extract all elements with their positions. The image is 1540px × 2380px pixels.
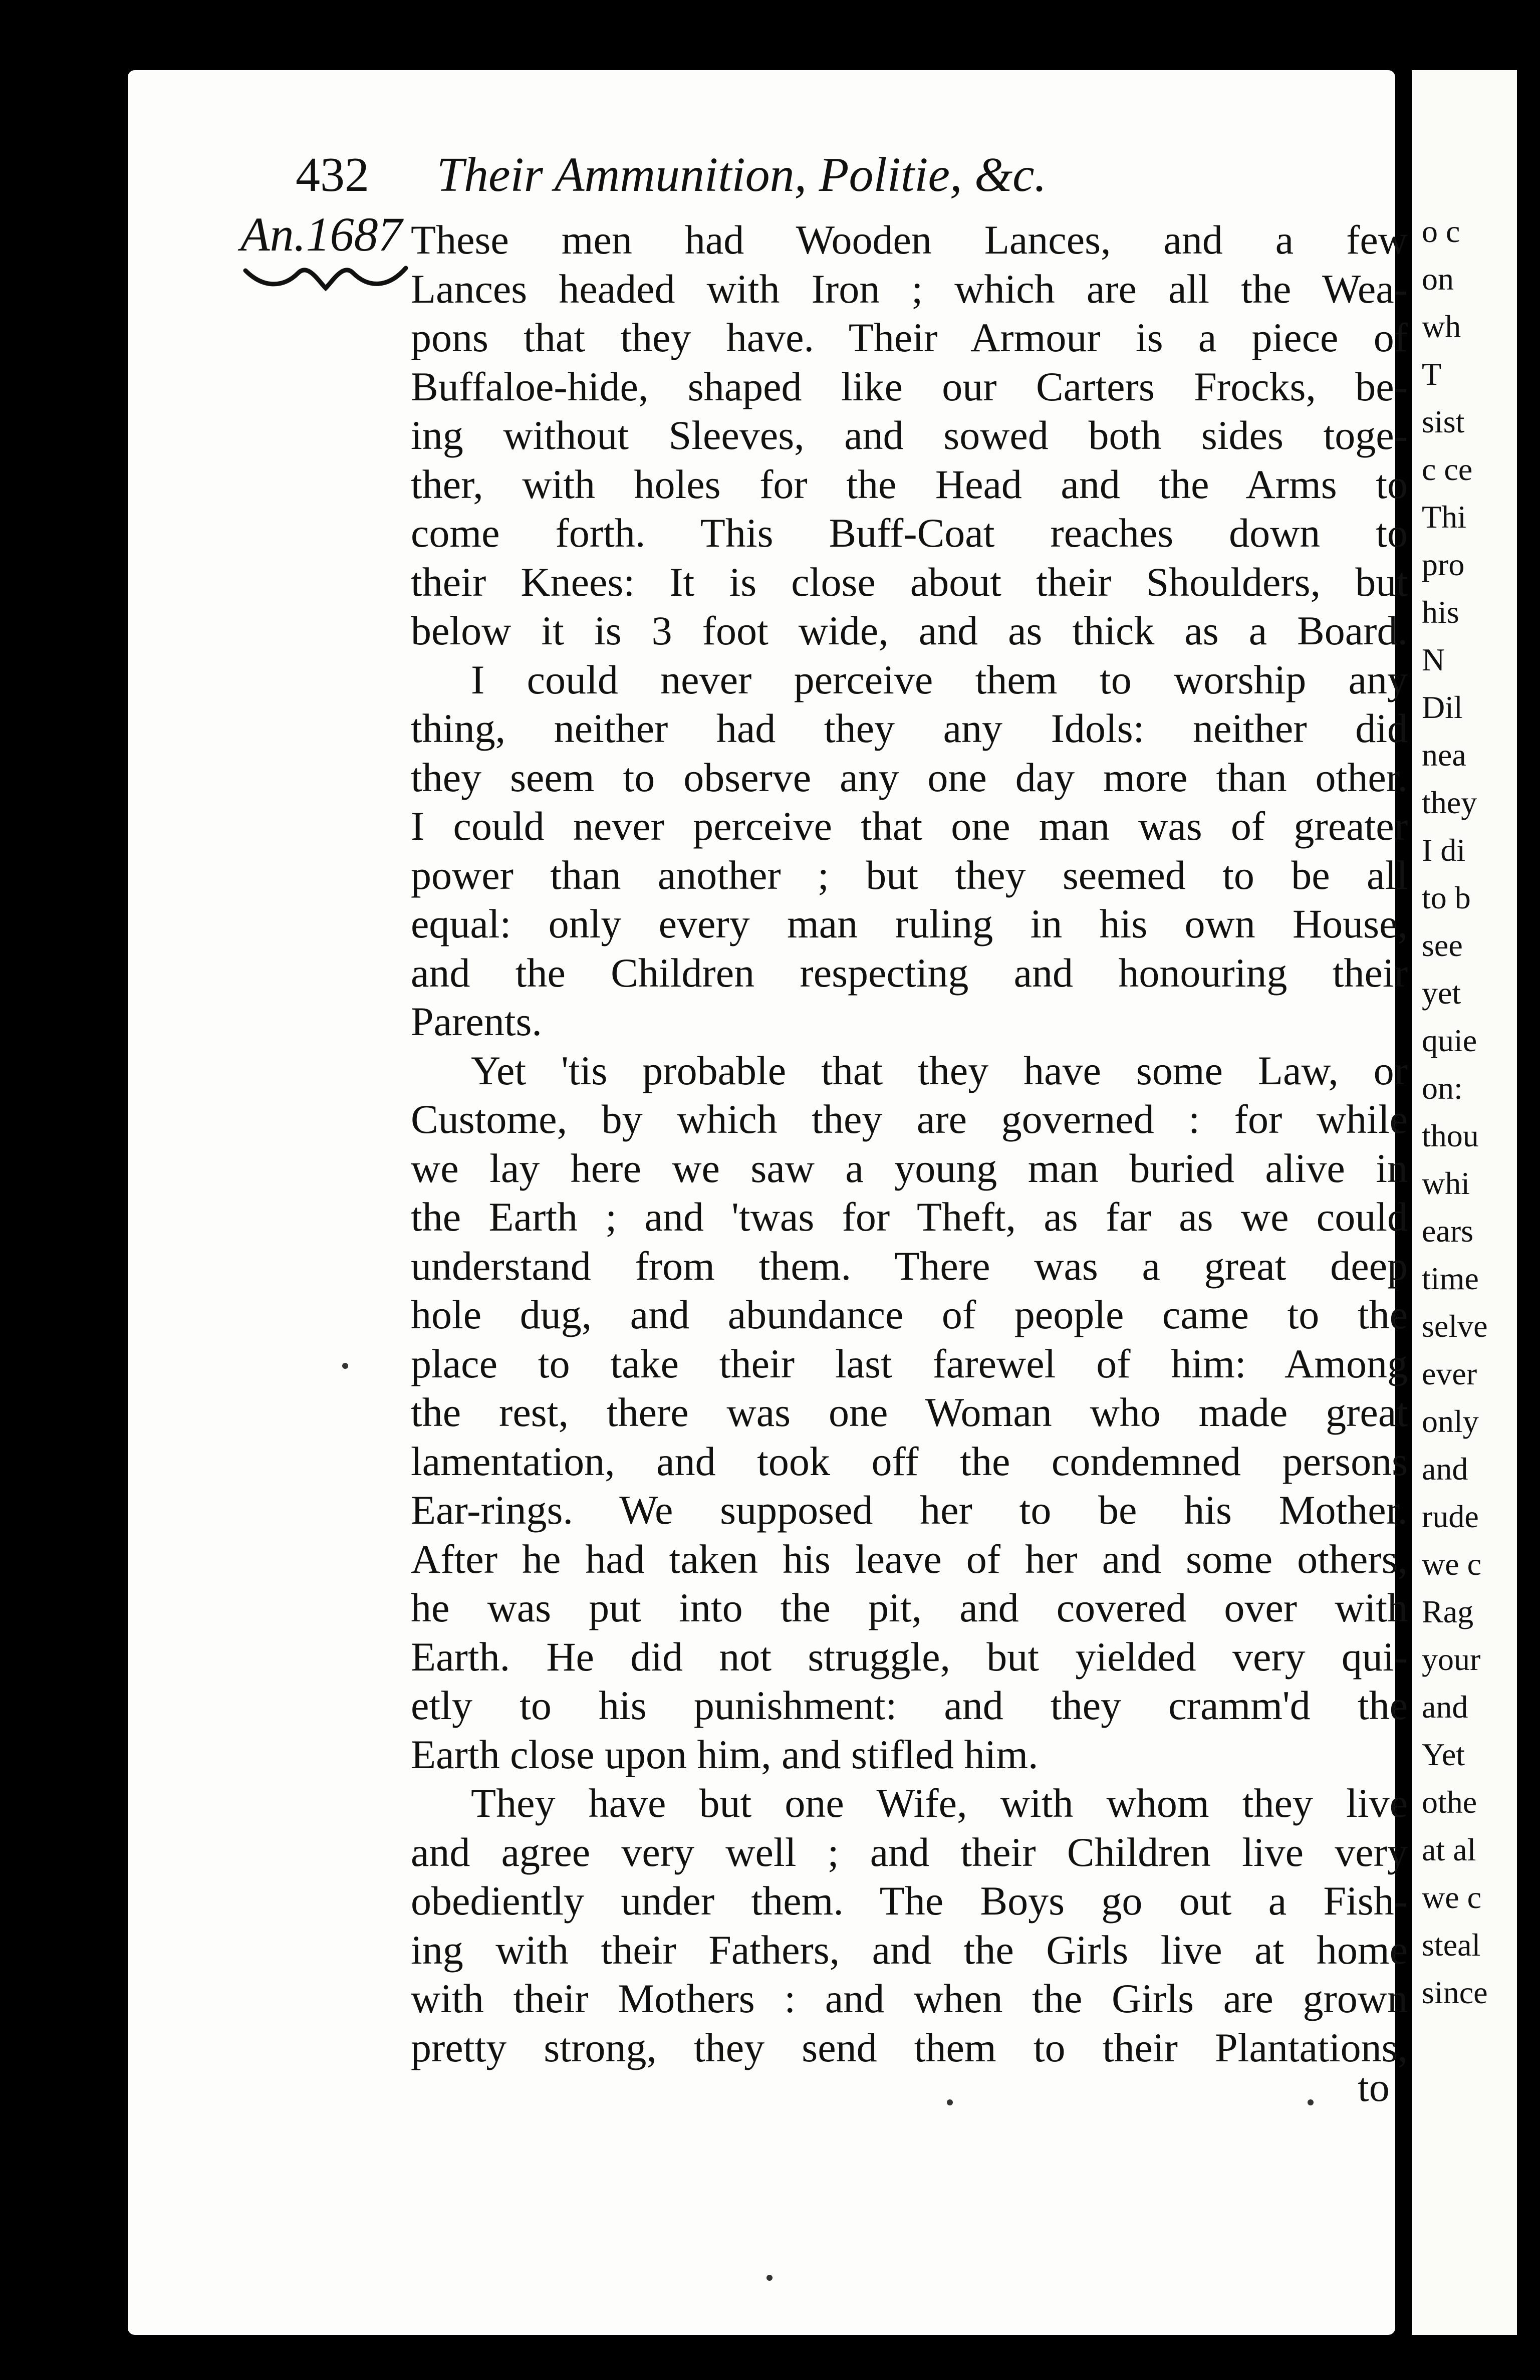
edge-fragment: see: [1422, 927, 1463, 963]
text-line: They have but one Wife, with whom they live: [471, 1780, 1408, 1826]
edge-fragment: N: [1422, 642, 1445, 677]
edge-fragment: on: [1422, 261, 1454, 297]
edge-fragment: at al: [1422, 1832, 1476, 1867]
text-line: I could never perceive them to worship any: [471, 656, 1408, 702]
body-text: [411, 215, 1408, 2072]
text-line: equal: only every man ruling in his own House,: [411, 901, 1408, 946]
text-line: I could never perceive that one man was of greater: [411, 803, 1408, 849]
edge-fragment: only: [1422, 1403, 1479, 1439]
edge-fragment: selve: [1422, 1308, 1488, 1344]
edge-fragment: ears: [1422, 1213, 1474, 1249]
edge-fragment: Thi: [1422, 499, 1466, 535]
text-line: come forth. This Buff-Coat reaches down to: [411, 510, 1408, 556]
text-line: Ear-rings. We supposed her to be his Mother.: [411, 1487, 1408, 1533]
text-line: pons that they have. Their Armour is a piece of: [411, 315, 1408, 360]
edge-fragment: on:: [1422, 1070, 1463, 1106]
edge-fragment: othe: [1422, 1784, 1477, 1820]
text-line: below it is 3 foot wide, and as thick as a Board.: [411, 608, 1408, 653]
edge-fragment: we c: [1422, 1879, 1482, 1915]
paper-speck: [766, 2275, 773, 2281]
text-line: Earth close upon him, and stifled him.: [411, 1731, 1039, 1777]
text-line: and the Children respecting and honouring their: [411, 949, 1408, 996]
edge-fragment: nea: [1422, 737, 1466, 773]
text-line: ing without Sleeves, and sowed both sides toge-: [411, 412, 1408, 458]
text-line: power than another ; but they seemed to be all: [411, 852, 1408, 898]
edge-fragment: c ce: [1422, 451, 1473, 487]
edge-fragment: and: [1422, 1689, 1468, 1725]
edge-fragment: T: [1422, 356, 1442, 392]
edge-fragment: Rag: [1422, 1594, 1474, 1629]
edge-fragment: o c: [1422, 213, 1460, 249]
edge-fragment: his: [1422, 594, 1459, 630]
adjacent-page-edge: [1403, 70, 1517, 2335]
text-line: the Earth ; and 'twas for Theft, as far as we could: [411, 1194, 1408, 1240]
edge-fragment: since: [1422, 1975, 1488, 2010]
edge-fragment: they: [1422, 785, 1477, 820]
text-line: thing, neither had they any Idols: neither did: [411, 705, 1408, 751]
edge-fragment: sist: [1422, 404, 1465, 439]
edge-fragment: yet: [1422, 975, 1461, 1011]
edge-fragment: whi: [1422, 1165, 1470, 1201]
edge-fragment: Yet: [1422, 1737, 1465, 1772]
text-line: ing with their Fathers, and the Girls live at home: [411, 1927, 1408, 1973]
text-line: After he had taken his leave of her and some others,: [411, 1536, 1408, 1582]
text-line: These men had Wooden Lances, and a few: [411, 217, 1408, 263]
paper-speck: [1308, 2099, 1314, 2105]
text-line: and agree very well ; and their Children live very: [411, 1829, 1408, 1875]
text-line: Buffaloe-hide, shaped like our Carters Frocks, be-: [411, 363, 1408, 409]
edge-fragment: quie: [1422, 1023, 1477, 1058]
edge-fragment: ever: [1422, 1356, 1477, 1391]
edge-fragment: rude: [1422, 1499, 1479, 1534]
text-line: Earth. He did not struggle, but yielded very qui-: [411, 1633, 1408, 1680]
text-line: lamentation, and took off the condemned persons: [411, 1438, 1408, 1484]
text-line: Yet 'tis probable that they have some Law, or: [471, 1047, 1408, 1093]
edge-fragment: I di: [1422, 832, 1466, 868]
edge-fragment: to b: [1422, 880, 1471, 915]
edge-fragment: steal: [1422, 1927, 1481, 1963]
text-line: pretty strong, they send them to their Plantations,: [411, 2024, 1408, 2070]
text-line: Custome, by which they are governed : for while: [411, 1096, 1408, 1142]
margin-flourish-ornament: [243, 261, 408, 296]
text-line: he was put into the pit, and covered over with: [411, 1585, 1408, 1630]
margin-year-note: An.1687: [240, 207, 402, 261]
edge-fragment: time: [1422, 1261, 1479, 1296]
text-line: Lances headed with Iron ; which are all the Wea-: [411, 266, 1408, 312]
catchword: to: [1358, 2064, 1390, 2110]
edge-fragment: Dil: [1422, 689, 1463, 725]
text-line: their Knees: It is close about their Shoulders, but: [411, 559, 1408, 605]
edge-fragment: thou: [1422, 1118, 1479, 1153]
edge-fragment: and: [1422, 1451, 1468, 1487]
edge-fragment: your: [1422, 1641, 1481, 1677]
text-line: they seem to observe any one day more than other.: [411, 754, 1408, 800]
text-line: etly to his punishment: and they cramm'd the: [411, 1683, 1408, 1728]
page-number: 432: [296, 148, 369, 202]
text-line: understand from them. There was a great deep: [411, 1243, 1408, 1289]
paper-speck: [947, 2099, 953, 2105]
paper-speck: [342, 1363, 348, 1369]
edge-fragment: wh: [1422, 309, 1461, 344]
text-line: Parents.: [411, 999, 542, 1044]
text-line: hole dug, and abundance of people came to the: [411, 1292, 1408, 1337]
text-line: ther, with holes for the Head and the Arms to: [411, 461, 1408, 507]
edge-fragment: pro: [1422, 547, 1465, 582]
text-line: we lay here we saw a young man buried alive in: [411, 1145, 1408, 1191]
running-title: Their Ammunition, Politie, &c.: [436, 148, 1047, 202]
text-line: the rest, there was one Woman who made great: [411, 1389, 1408, 1435]
text-line: place to take their last farewel of him: Among: [411, 1340, 1408, 1386]
text-line: obediently under them. The Boys go out a Fish-: [411, 1878, 1408, 1924]
edge-fragment: we c: [1422, 1546, 1482, 1582]
running-header: [296, 148, 1047, 202]
text-line: with their Mothers : and when the Girls are grown: [411, 1976, 1408, 2021]
